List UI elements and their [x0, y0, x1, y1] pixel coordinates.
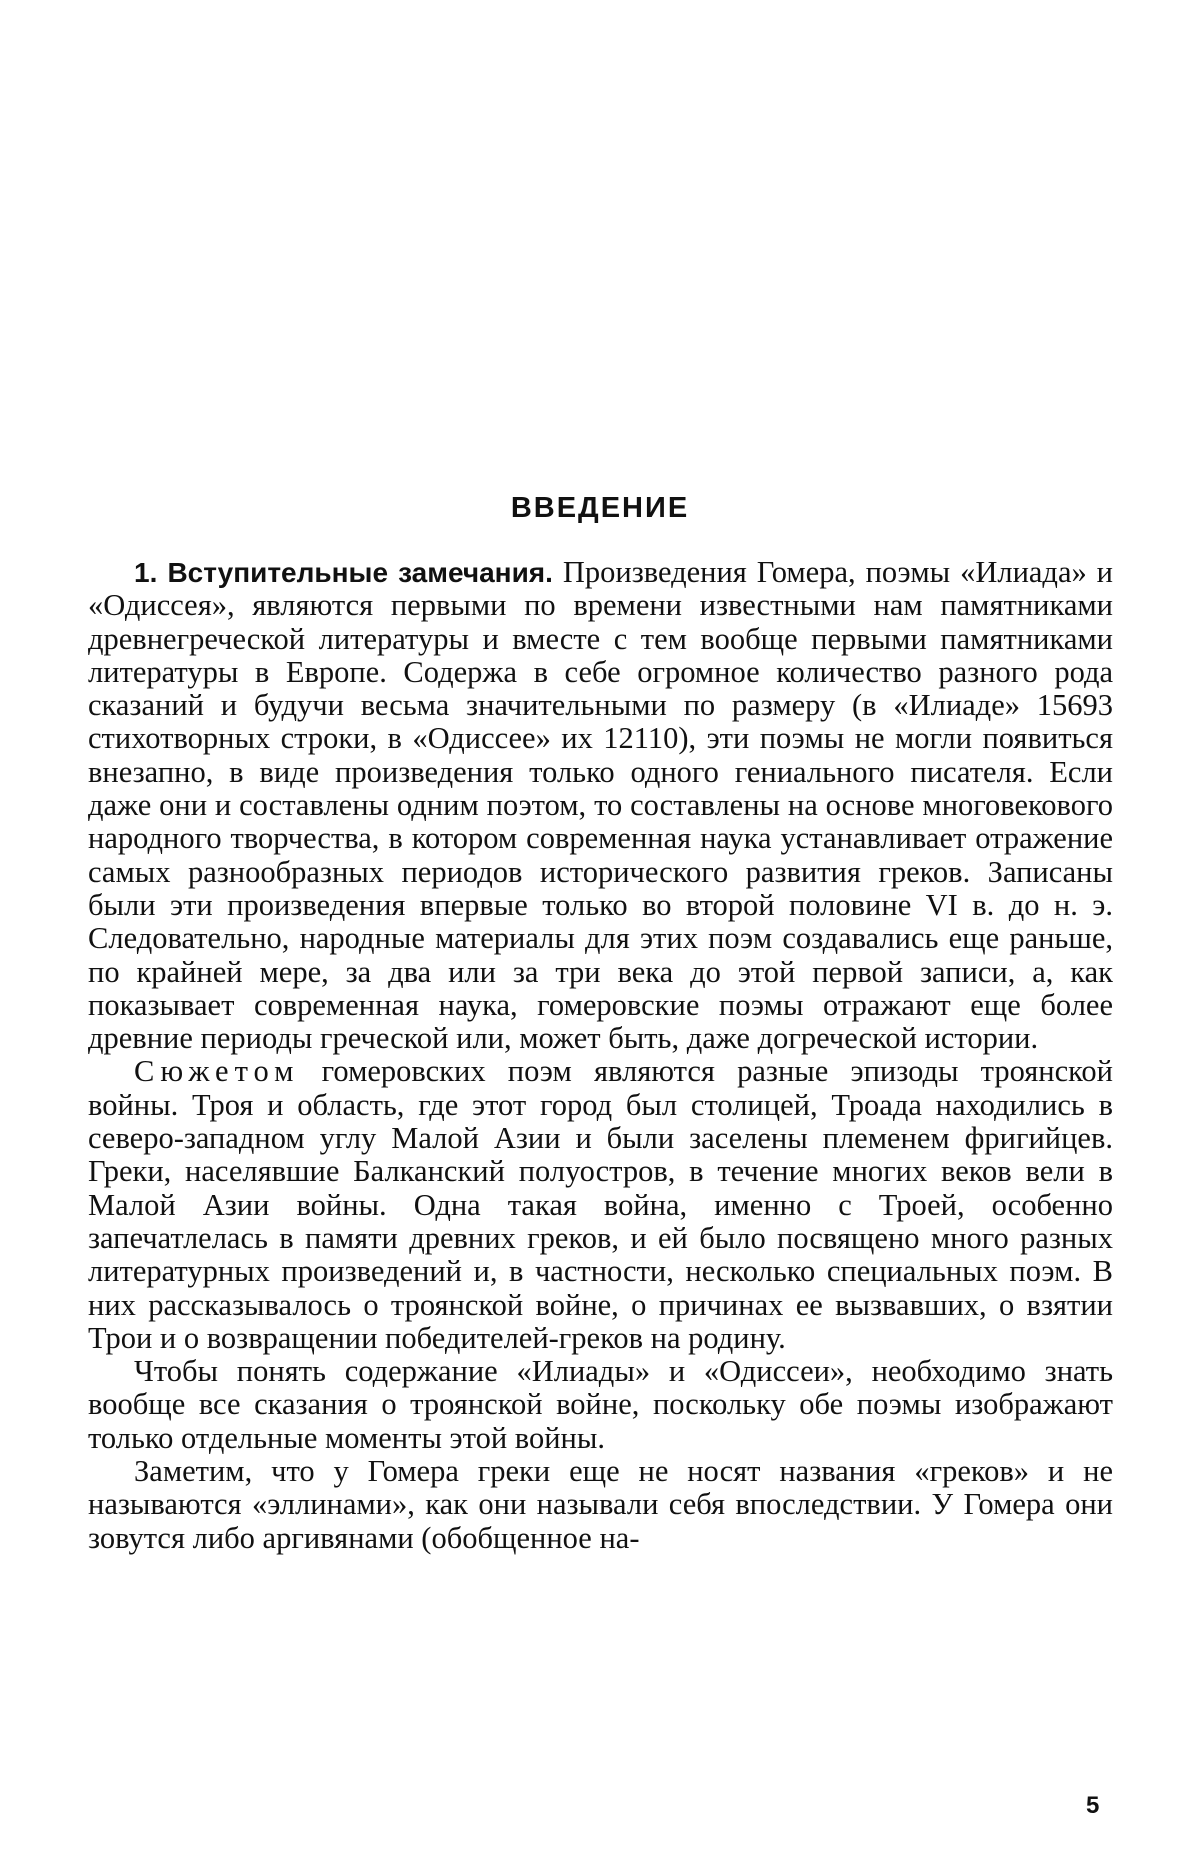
chapter-heading: ВВЕДЕНИЕ — [510, 492, 690, 524]
section-title: 1. Вступительные замечания. — [134, 557, 553, 588]
body-text — [88, 556, 1113, 1555]
paragraph-names: Заметим, что у Гомера греки еще не носят названия «греков» и не называются «эллинами», как они называли себя впоследствии. У Гомера они зовутся либо аргивянами (обобщенное на- — [88, 1454, 1113, 1555]
page-number: 5 — [1086, 1792, 1100, 1819]
paragraph-intro-text: Произведения Гомера, поэмы «Илиада» и «Одиссея», являются первыми по времени известными нам памятниками древнегреческой литературы и вместе с тем вообще первыми памятниками литературы в Европе. Содержа в себе огромное количество разного рода сказаний и будучи весьма значительными по размеру (в «Илиаде» 15693 стихотворных строки, в «Одиссее» их 12110), эти поэмы не могли появиться внезапно, в виде произведения только одного гениального писателя. Если даже они и составлены одним поэтом, то составлены на основе многовекового народного творчества, в котором современная наука устанавливает отражение самых разнообразных периодов исторического развития греков. Записаны были эти произведения впервые только во второй половине VI в. до н. э. Следовательно, народные материалы для этих поэм создавались еще раньше, по крайней мере, за два или за три века до этой первой записи, а, как показывает современная наука, гомеровские поэмы отражают еще более древние периоды греческой или, может быть, даже догреческой истории. — [88, 555, 1113, 1056]
paragraph-understanding: Чтобы понять содержание «Илиады» и «Одиссеи», необходимо знать вообще все сказания о троянской войне, поскольку обе поэмы изображают только отдельные моменты этой войны. — [88, 1354, 1113, 1455]
emphasized-term: Сюжетом — [134, 1054, 300, 1089]
paragraph-plot — [88, 1055, 1113, 1355]
paragraph-plot-text: гомеровских поэм являются разные эпизоды троянской войны. Троя и область, где этот город был столицей, Троада находились в северо-западном углу Малой Азии и были заселены племенем фригийцев. Греки, населявшие Балканский полуостров, в течение многих веков вели в Малой Азии войны. Одна такая война, именно с Троей, особенно запечатлелась в памяти древних греков, и ей было посвящено много разных литературных произведений и, в частности, несколько специальных поэм. В них рассказывалось о троянской войне, о причинах ее вызвавших, о взятии Трои и о возвращении победителей-греков на родину. — [88, 1054, 1113, 1355]
paragraph-intro — [88, 556, 1113, 1055]
